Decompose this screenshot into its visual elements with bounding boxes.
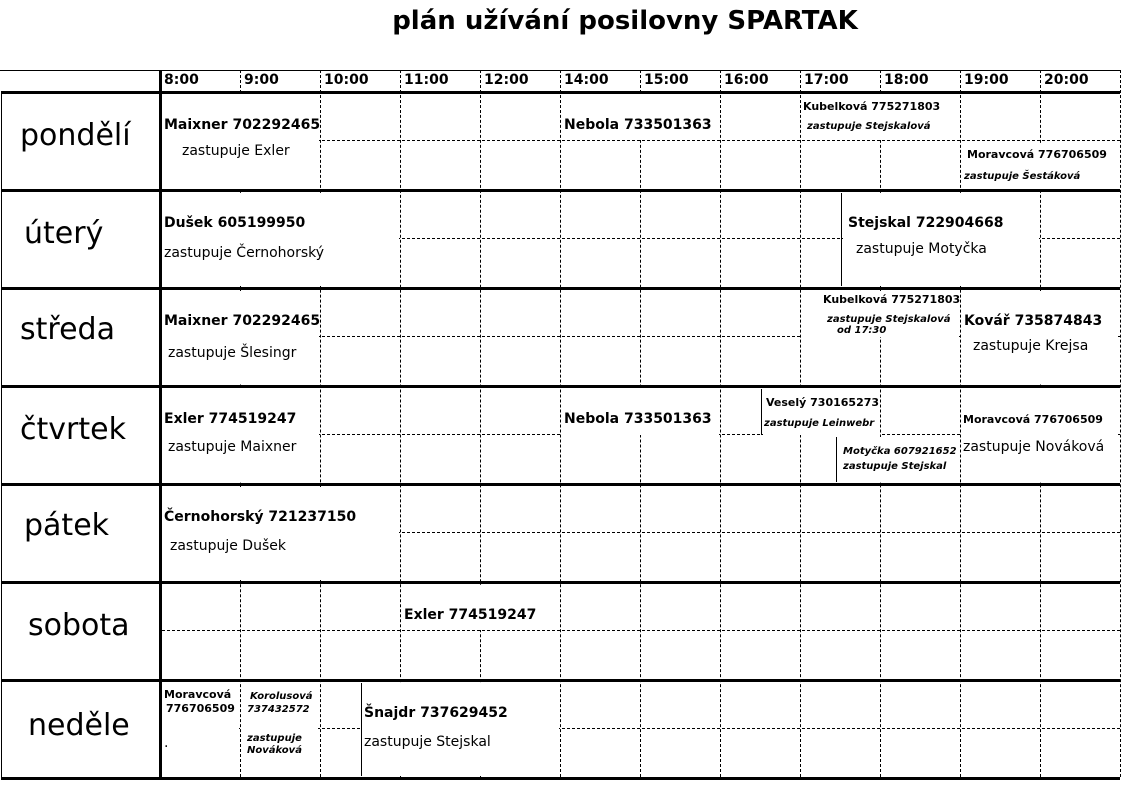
hour-label: 16:00 xyxy=(724,72,769,88)
sun-slot3-name: Šnajdr 737629452 xyxy=(364,705,508,721)
hour-gridline xyxy=(400,70,401,777)
row-midline xyxy=(162,630,1120,631)
wed-slot1-name: Maixner 702292465 xyxy=(164,313,321,329)
thu-slot5-block xyxy=(962,389,1118,482)
sun-slot1-name-b: 776706509 xyxy=(166,702,235,715)
wed-slot3-sub: zastupuje Krejsa xyxy=(973,338,1089,354)
thu-slot2-name: Nebola 733501363 xyxy=(564,411,712,427)
mon-slot2-name: Nebola 733501363 xyxy=(564,117,712,133)
hour-gridline xyxy=(720,70,721,777)
tue-slot2-block xyxy=(843,193,1039,286)
fri-slot1-sub: zastupuje Dušek xyxy=(170,538,286,554)
hour-label: 20:00 xyxy=(1044,72,1089,88)
page-title: plán užívání posilovny SPARTAK xyxy=(392,6,858,36)
thu-slot5-name: Moravcová 776706509 xyxy=(963,413,1103,426)
fri-slot1-block xyxy=(162,487,399,580)
tue-slot2-divider xyxy=(841,193,842,286)
sun-slot1-sub: . xyxy=(164,735,169,751)
fri-slot1-name: Černohorský 721237150 xyxy=(164,509,357,525)
day-label-wednesday: středa xyxy=(20,312,115,347)
wed-slot2-name: Kubelková 775271803 xyxy=(823,293,961,306)
hour-label: 12:00 xyxy=(484,72,529,88)
wed-slot2-sub: zastupuje Stejskalová xyxy=(827,314,951,325)
hour-gridline xyxy=(960,70,961,777)
tue-slot1-block xyxy=(162,193,399,286)
sat-slot1-name: Exler 774519247 xyxy=(404,607,537,623)
hour-gridline xyxy=(880,70,881,777)
sun-slot3-divider xyxy=(361,683,362,776)
sun-slot2-sub-b: Nováková xyxy=(247,745,302,756)
day-label-sunday: neděle xyxy=(28,708,130,743)
thu-slot1-sub: zastupuje Maixner xyxy=(168,439,297,455)
sun-slot3-block xyxy=(362,683,559,776)
day-separator xyxy=(1,91,1120,94)
thu-slot1-block xyxy=(162,389,319,482)
day-separator xyxy=(1,679,1120,682)
wed-slot1-block xyxy=(162,291,319,384)
mon-slot1-sub: zastupuje Exler xyxy=(182,143,290,159)
hour-gridline xyxy=(320,70,321,777)
wed-slot1-sub: zastupuje Šlesingr xyxy=(168,345,297,361)
day-separator xyxy=(1,483,1120,486)
thu-slot5-sub: zastupuje Nováková xyxy=(963,439,1105,455)
thu-slot4-divider xyxy=(836,437,837,482)
table-left-border xyxy=(1,91,2,779)
mon-slot3-name: Kubelková 775271803 xyxy=(803,100,941,113)
day-label-friday: pátek xyxy=(24,508,110,543)
thu-slot3-name: Veselý 730165273 xyxy=(766,396,880,409)
tue-slot2-sub: zastupuje Motyčka xyxy=(856,241,987,257)
hour-label: 18:00 xyxy=(884,72,929,88)
hour-gridline xyxy=(480,70,481,777)
sun-slot2-name-a: Korolusová xyxy=(250,691,313,702)
hour-gridline xyxy=(1120,70,1121,777)
thu-slot3-sub: zastupuje Leinwebr xyxy=(764,418,875,429)
thu-slot4-name: Motyčka 607921652 xyxy=(843,446,957,457)
day-label-thursday: čtvrtek xyxy=(20,412,126,447)
thu-slot1-name: Exler 774519247 xyxy=(164,411,297,427)
day-label-tuesday: úterý xyxy=(24,216,104,251)
sun-slot3-sub: zastupuje Stejskal xyxy=(364,734,491,750)
mon-slot4-name: Moravcová 776706509 xyxy=(967,148,1107,161)
hour-label: 19:00 xyxy=(964,72,1009,88)
sun-slot2-sub-a: zastupuje xyxy=(247,733,302,744)
day-label-monday: pondělí xyxy=(20,118,131,153)
mon-slot1-block xyxy=(162,95,319,188)
hour-gridline xyxy=(560,70,561,777)
thu-slot4-block xyxy=(838,437,959,482)
day-separator xyxy=(1,189,1120,192)
thu-slot3-divider xyxy=(761,389,762,435)
hour-label: 17:00 xyxy=(804,72,849,88)
hour-label: 8:00 xyxy=(164,72,199,88)
sun-slot2-name-b: 737432572 xyxy=(247,704,310,715)
mon-slot1-name: Maixner 702292465 xyxy=(164,117,321,133)
hour-label: 11:00 xyxy=(404,72,449,88)
day-separator xyxy=(1,777,1120,780)
day-label-saturday: sobota xyxy=(28,608,130,643)
mon-slot3-sub: zastupuje Stejskalová xyxy=(807,121,931,132)
tue-slot2-name: Stejskal 722904668 xyxy=(848,215,1004,231)
day-separator xyxy=(1,287,1120,290)
tue-slot1-sub: zastupuje Černohorský xyxy=(164,245,325,261)
hour-label: 9:00 xyxy=(244,72,279,88)
day-separator xyxy=(1,385,1120,388)
hour-label: 14:00 xyxy=(564,72,609,88)
mon-slot4-sub: zastupuje Šestáková xyxy=(964,171,1081,182)
thu-slot4-sub: zastupuje Stejskal xyxy=(843,461,947,472)
sun-slot1-name-a: Moravcová xyxy=(164,688,232,701)
hour-label: 15:00 xyxy=(644,72,689,88)
wed-slot3-name: Kovář 735874843 xyxy=(964,313,1103,329)
hour-label: 10:00 xyxy=(324,72,369,88)
wed-slot2-note: od 17:30 xyxy=(837,325,887,336)
day-separator xyxy=(1,581,1120,584)
tue-slot1-name: Dušek 605199950 xyxy=(164,215,306,231)
